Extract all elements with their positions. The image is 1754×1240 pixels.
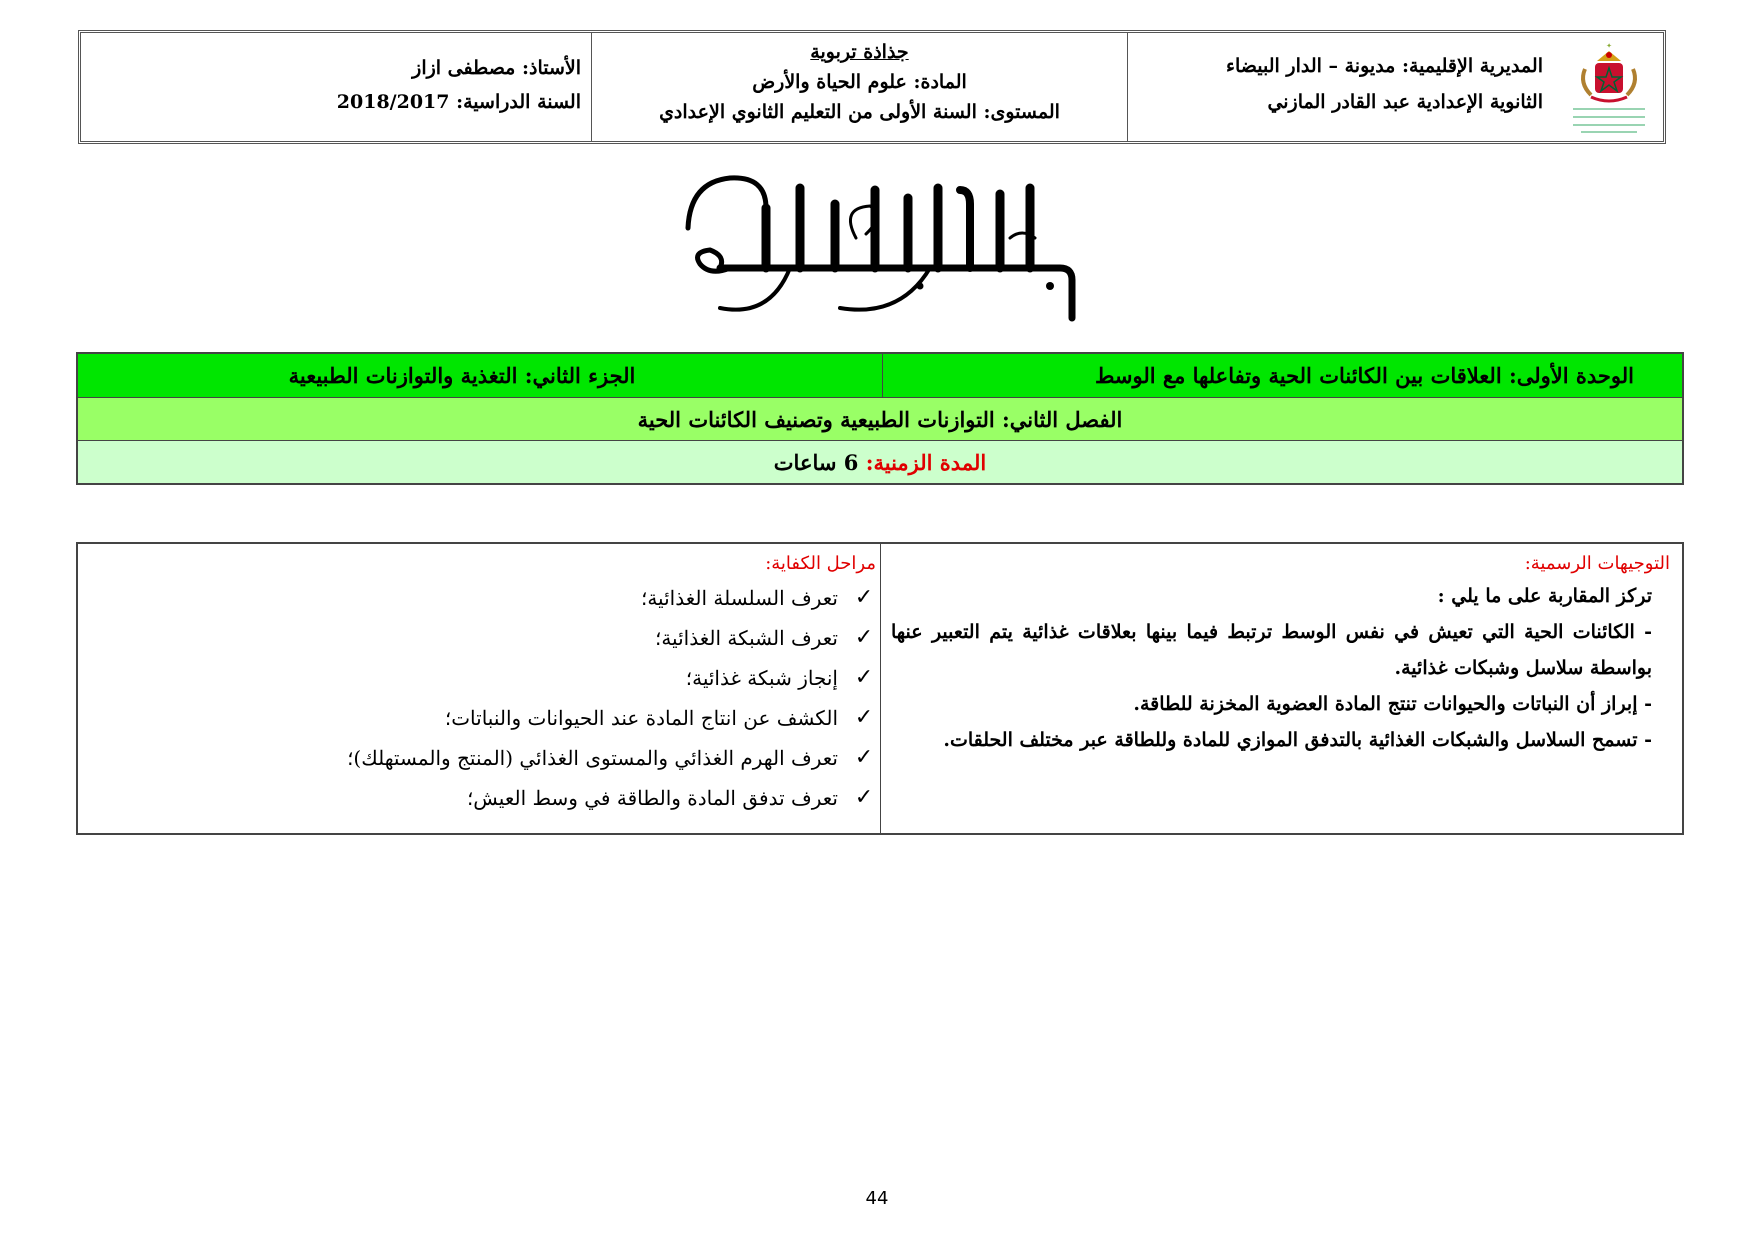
guideline-item: - تسمح السلاسل والشبكات الغذائية بالتدفق الموازي للمادة وللطاقة عبر مختلف الحلقات. [943, 729, 1652, 751]
svg-text:✦: ✦ [1606, 42, 1612, 50]
unit-row [78, 354, 1682, 398]
competency-title: مراحل الكفاية: [765, 553, 876, 574]
chapter-title: الفصل الثاني: التوازنات الطبيعية وتصنيف الكائنات الحية [637, 407, 1123, 432]
competency-list [88, 578, 876, 818]
list-item [88, 618, 876, 658]
list-item [88, 698, 876, 738]
guideline-item: - الكائنات الحية التي تعيش في نفس الوسط ترتبط فيما بينها بعلاقات غذائية يتم التعبير عنها بواسطة سلاسل وشبكات غذائية. [891, 621, 1652, 679]
basmala-calligraphy [670, 168, 1090, 336]
school-name: الثانوية الإعدادية عبد القادر المازني [1267, 91, 1543, 113]
guidelines-intro: تركز المقاربة على ما يلي : [1437, 585, 1652, 607]
competency-column [78, 544, 884, 833]
header-subject-cell [591, 33, 1127, 141]
list-item [88, 658, 876, 698]
teacher-name: الأستاذ: مصطفى ازاز [412, 57, 581, 79]
sheet-title: جذاذة تربوية [810, 41, 909, 63]
list-item-text: الكشف عن انتاج المادة عند الحيوانات والنباتات؛ [444, 706, 838, 730]
duration-label: المدة الزمنية: [865, 450, 987, 475]
list-item-text: تعرف الهرم الغذائي والمستوى الغذائي (المنتج والمستهلك)؛ [347, 746, 838, 770]
checkmark-icon: ✓ [854, 585, 874, 610]
checkmark-icon: ✓ [854, 625, 874, 650]
header-teacher-cell [81, 33, 591, 141]
guidelines-column [880, 544, 1682, 833]
part-title: الجزء الثاني: التغذية والتوازنات الطبيعية [288, 363, 636, 388]
list-item [88, 778, 876, 818]
level-text: المستوى: السنة الأولى من التعليم الثانوي الإعدادي [659, 101, 1060, 123]
checkmark-icon: ✓ [854, 705, 874, 730]
list-item-text: إنجاز شبكة غذائية؛ [685, 666, 838, 690]
guidelines-text [891, 578, 1670, 758]
header-institution-cell [1127, 33, 1663, 141]
checkmark-icon: ✓ [854, 745, 874, 770]
unit-table [76, 352, 1684, 485]
duration-value: 6 ساعات [773, 450, 859, 475]
header-table [78, 30, 1666, 144]
subject-text: المادة: علوم الحياة والأرض [752, 71, 967, 93]
checkmark-icon: ✓ [854, 665, 874, 690]
chapter-row [78, 398, 1682, 441]
moroccan-crest-icon [1567, 39, 1651, 137]
checkmark-icon: ✓ [854, 785, 874, 810]
list-item [88, 738, 876, 778]
school-year: السنة الدراسية: 2018/2017 [336, 91, 581, 113]
page-number: 44 [865, 1188, 889, 1209]
duration-row [78, 441, 1682, 483]
list-item-text: تعرف تدفق المادة والطاقة في وسط العيش؛ [466, 786, 838, 810]
guidelines-title: التوجيهات الرسمية: [1524, 553, 1670, 574]
list-item [88, 578, 876, 618]
list-item-text: تعرف الشبكة الغذائية؛ [654, 626, 838, 650]
directorate-text: المديرية الإقليمية: مديونة – الدار البيضاء [1226, 55, 1543, 77]
unit-title: الوحدة الأولى: العلاقات بين الكائنات الحية وتفاعلها مع الوسط [882, 354, 1682, 397]
content-table [76, 542, 1684, 835]
list-item-text: تعرف السلسلة الغذائية؛ [640, 586, 838, 610]
guideline-item: - إبراز أن النباتات والحيوانات تنتج المادة العضوية المخزنة للطاقة. [1133, 693, 1652, 715]
